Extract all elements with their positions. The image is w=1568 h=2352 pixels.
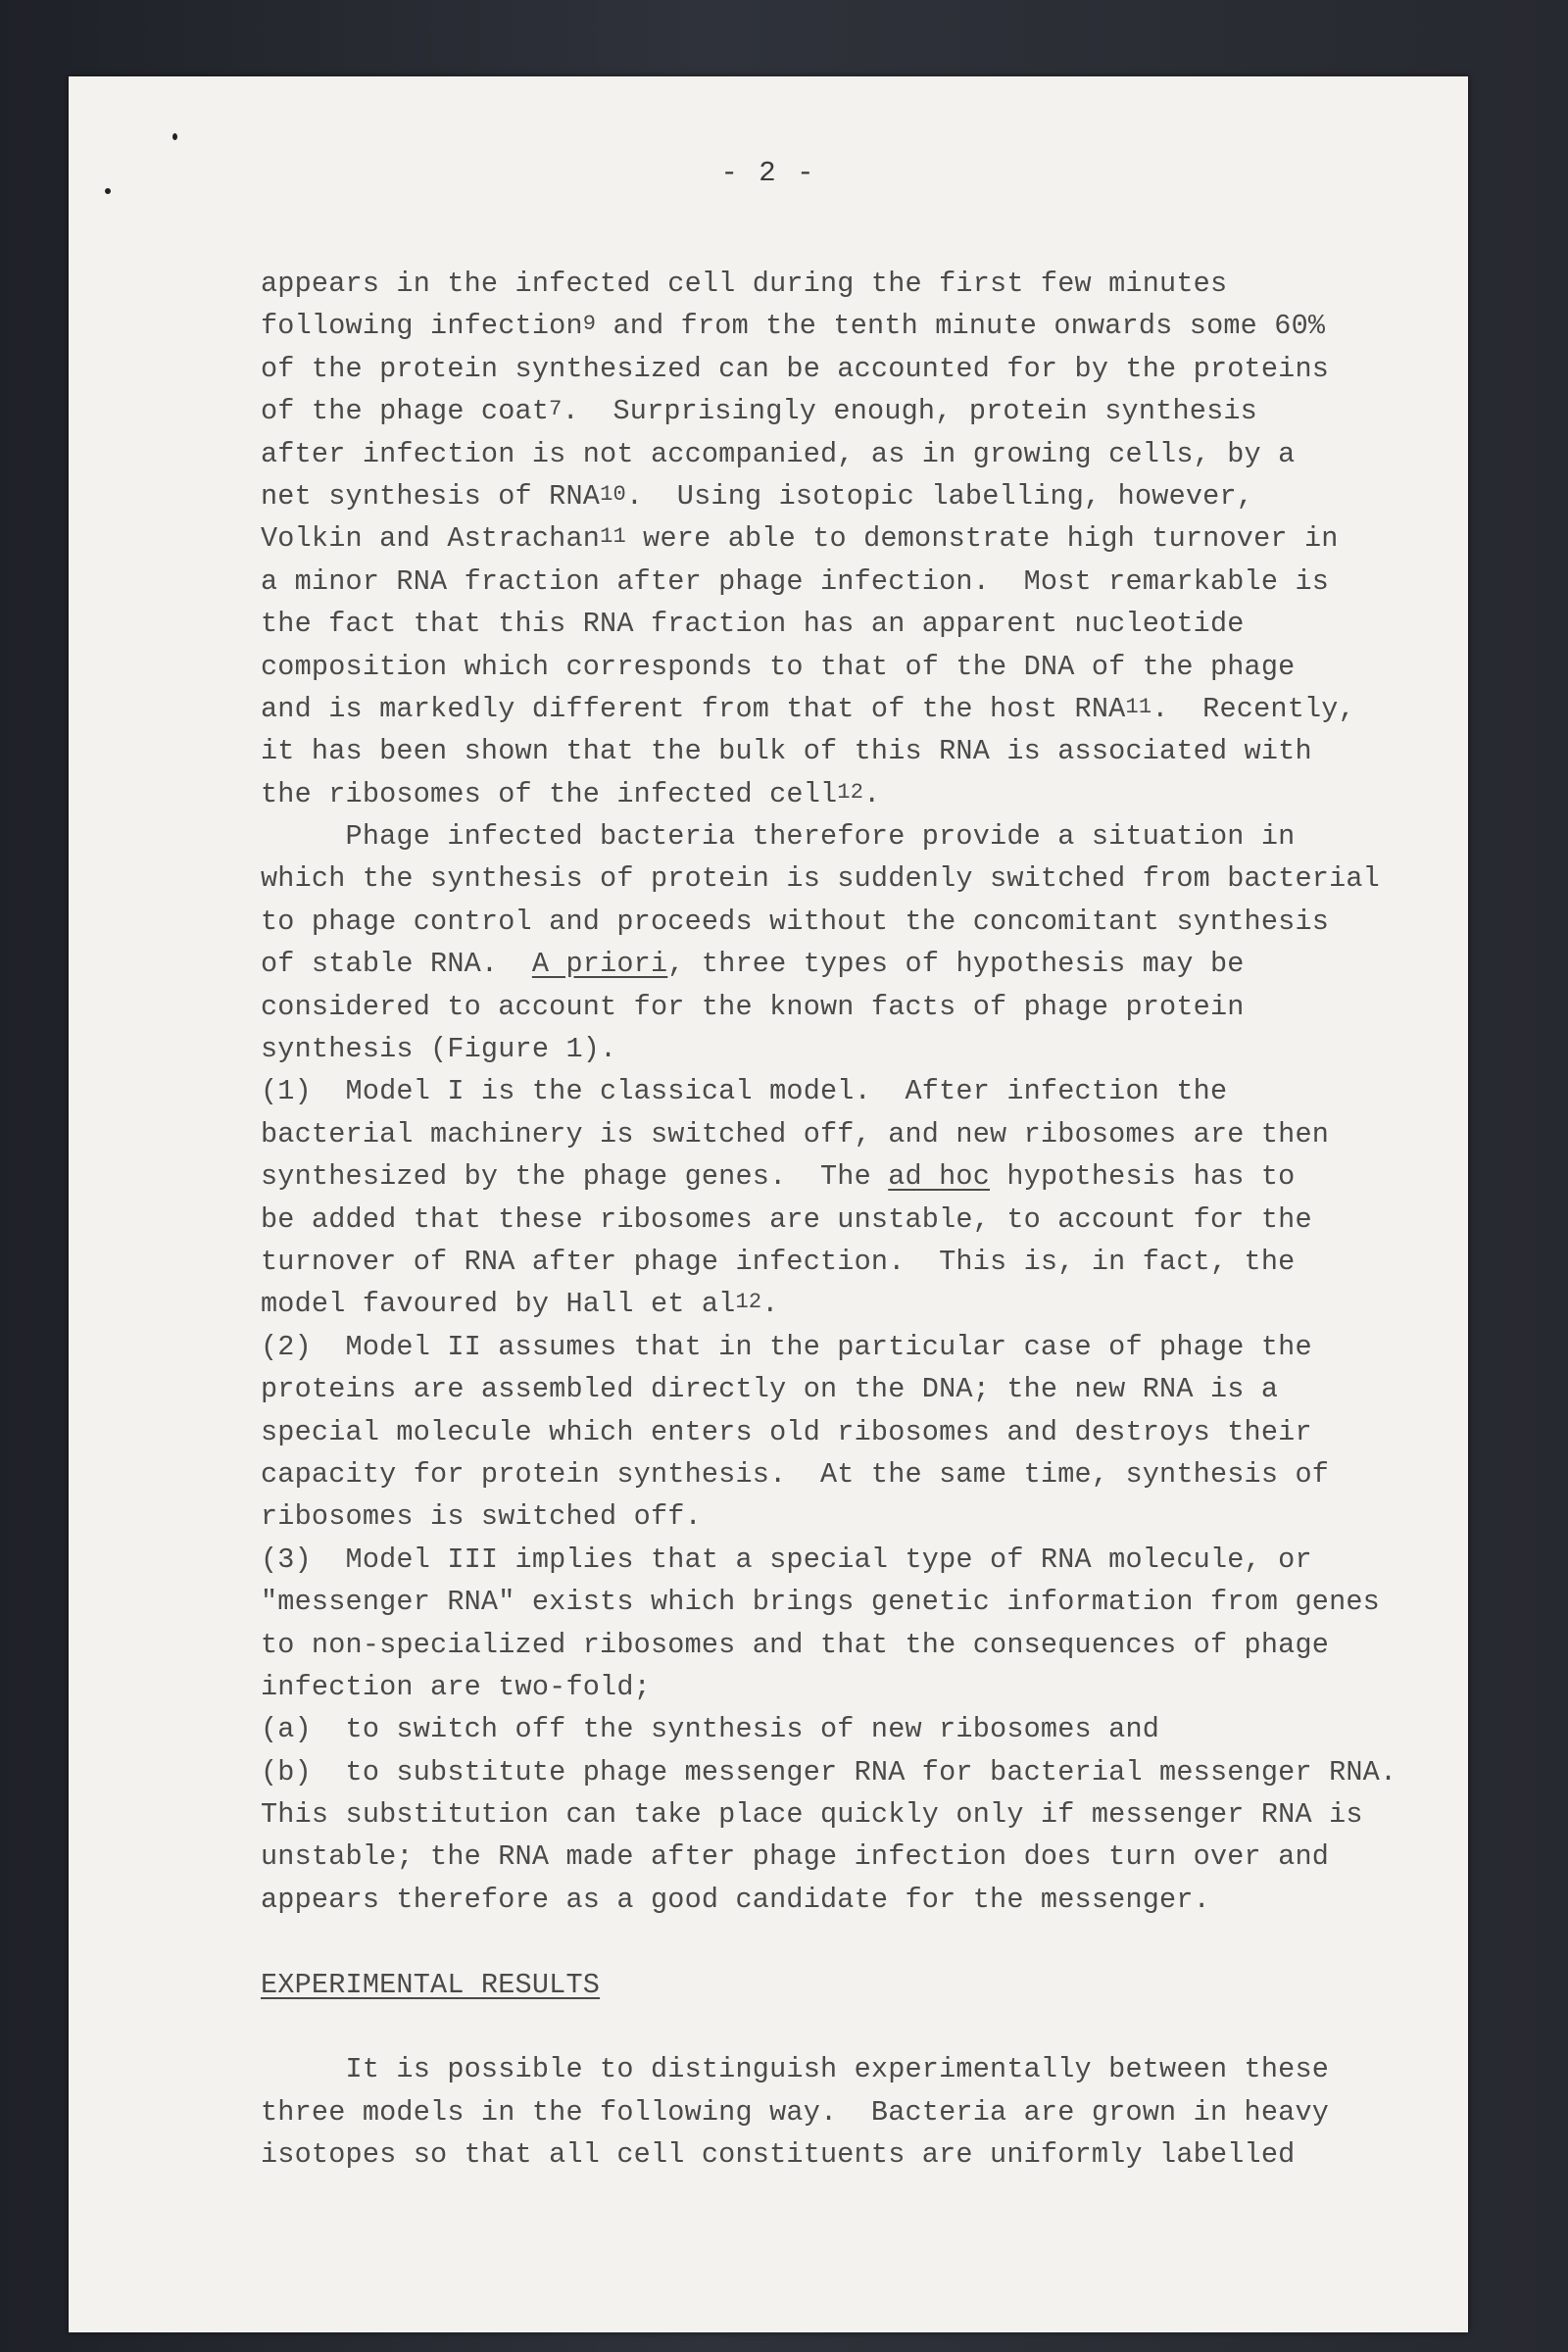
underlined-text: EXPERIMENTAL RESULTS <box>261 1968 601 2001</box>
reference-superscript: 7 <box>549 397 563 422</box>
text-run: synthesis (Figure 1). <box>261 1033 617 1066</box>
text-run: , three types of hypothesis may be <box>667 948 1245 981</box>
text-run: of the protein synthesized can be accounted for by the proteins <box>261 352 1330 385</box>
underlined-text: ad hoc <box>888 1160 991 1194</box>
text-line <box>261 901 1397 943</box>
text-run: This substitution can take place quickly only if messenger RNA is <box>261 1798 1363 1832</box>
reference-superscript: 11 <box>600 524 626 550</box>
text-run: synthesized by the phage genes. The <box>261 1160 889 1194</box>
text-run: appears therefore as a good candidate for the messenger. <box>261 1883 1210 1916</box>
text-line <box>261 815 1397 858</box>
reference-superscript: 12 <box>735 1290 762 1315</box>
text-run: Volkin and Astrachan <box>261 522 601 556</box>
text-line <box>261 348 1397 390</box>
text-line <box>261 688 1397 730</box>
ink-speck <box>105 188 111 194</box>
text-run: . <box>761 1288 779 1321</box>
text-line <box>261 1793 1397 1836</box>
page-number: - 2 - <box>720 157 816 189</box>
text-line <box>261 390 1397 432</box>
text-run: be added that these ribosomes are unstable, to account for the <box>261 1202 1312 1236</box>
text-line <box>261 1453 1397 1495</box>
text-run: model favoured by Hall et al <box>261 1288 736 1321</box>
text-line <box>261 475 1397 517</box>
text-run: special molecule which enters old ribosomes and destroys their <box>261 1415 1312 1448</box>
text-line <box>261 773 1397 815</box>
text-run: proteins are assembled directly on the DNA; the new RNA is a <box>261 1373 1279 1406</box>
text-run: capacity for protein synthesis. At the same time, synthesis of <box>261 1457 1330 1491</box>
text-line <box>261 1624 1397 1666</box>
text-run: (a) to switch off the synthesis of new ribosomes and <box>261 1713 1160 1746</box>
text-line <box>261 1326 1397 1368</box>
blank-line <box>261 1921 1397 1963</box>
text-line <box>261 1028 1397 1070</box>
text-run: a minor RNA fraction after phage infection. Most remarkable is <box>261 564 1330 598</box>
text-line <box>261 1751 1397 1793</box>
text-run: to phage control and proceeds without the concomitant synthesis <box>261 905 1330 938</box>
text-run: net synthesis of RNA <box>261 479 601 513</box>
text-line <box>261 858 1397 900</box>
text-line <box>261 1581 1397 1623</box>
text-line <box>261 305 1397 347</box>
text-line <box>261 1879 1397 1921</box>
text-line <box>261 1539 1397 1581</box>
text-line <box>261 1411 1397 1453</box>
text-run: . <box>863 777 881 810</box>
ink-speck <box>172 133 177 140</box>
text-line <box>261 263 1397 305</box>
text-run: it has been shown that the bulk of this RNA is associated with <box>261 735 1312 768</box>
underlined-text: A priori <box>531 948 668 981</box>
text-line <box>261 561 1397 603</box>
text-run: to non-specialized ribosomes and that the consequences of phage <box>261 1628 1330 1661</box>
text-line <box>261 1070 1397 1112</box>
reference-superscript: 9 <box>582 312 597 337</box>
text-line <box>261 1964 1397 2006</box>
text-line <box>261 603 1397 645</box>
text-run: and from the tenth minute onwards some 60% <box>596 310 1326 343</box>
text-run: the fact that this RNA fraction has an apparent nucleotide <box>261 608 1245 641</box>
text-run: which the synthesis of protein is suddenly switched from bacterial <box>261 862 1380 896</box>
text-run: bacterial machinery is switched off, and new ribosomes are then <box>261 1117 1330 1151</box>
text-run: infection are two-fold; <box>261 1670 651 1703</box>
text-line <box>261 1836 1397 1878</box>
text-line <box>261 943 1397 985</box>
text-line <box>261 433 1397 475</box>
text-line <box>261 1283 1397 1325</box>
text-line <box>261 1666 1397 1708</box>
reference-superscript: 10 <box>600 481 626 507</box>
text-line <box>261 517 1397 560</box>
text-line <box>261 1155 1397 1198</box>
text-run: turnover of RNA after phage infection. This is, in fact, the <box>261 1245 1296 1278</box>
text-line <box>261 1199 1397 1241</box>
body-text <box>261 263 1397 2177</box>
text-run: (3) Model III implies that a special type of RNA molecule, or <box>261 1543 1312 1576</box>
text-run: . Using isotopic labelling, however, <box>625 479 1254 513</box>
text-run: . Surprisingly enough, protein synthesis <box>562 395 1257 428</box>
text-run: considered to account for the known facts of phage protein <box>261 990 1245 1023</box>
text-line <box>261 2091 1397 2133</box>
text-line <box>261 730 1397 772</box>
text-run: were able to demonstrate high turnover in <box>625 522 1339 556</box>
text-run: after infection is not accompanied, as in growing cells, by a <box>261 437 1296 470</box>
document-page <box>69 76 1468 2332</box>
text-line <box>261 1368 1397 1410</box>
text-run: composition which corresponds to that of the DNA of the phage <box>261 650 1296 683</box>
text-run: of stable RNA. <box>261 948 532 981</box>
text-run: (2) Model II assumes that in the particular case of phage the <box>261 1330 1312 1363</box>
text-run: following infection <box>261 310 583 343</box>
text-run: appears in the infected cell during the first few minutes <box>261 268 1228 300</box>
reference-superscript: 12 <box>837 779 864 805</box>
blank-line <box>261 2006 1397 2048</box>
reference-superscript: 11 <box>1125 694 1152 719</box>
text-line <box>261 1113 1397 1155</box>
text-run: three models in the following way. Bacteria are grown in heavy <box>261 2095 1330 2129</box>
text-run: the ribosomes of the infected cell <box>261 777 838 810</box>
text-run: . Recently, <box>1152 692 1355 725</box>
text-run: It is possible to distinguish experimentally between these <box>261 2053 1330 2086</box>
text-line <box>261 646 1397 688</box>
text-line <box>261 2048 1397 2090</box>
text-run: "messenger RNA" exists which brings genetic information from genes <box>261 1586 1380 1619</box>
text-line <box>261 2133 1397 2176</box>
text-line <box>261 1495 1397 1538</box>
text-line <box>261 1708 1397 1750</box>
text-run: unstable; the RNA made after phage infection does turn over and <box>261 1840 1330 1874</box>
text-run: and is markedly different from that of the host RNA <box>261 692 1126 725</box>
text-run: Phage infected bacteria therefore provide a situation in <box>261 820 1296 854</box>
text-run: (1) Model I is the classical model. After infection the <box>261 1075 1228 1108</box>
text-run: of the phage coat <box>261 395 550 428</box>
text-line <box>261 1241 1397 1283</box>
text-line <box>261 986 1397 1028</box>
text-run: (b) to substitute phage messenger RNA for bacterial messenger RNA. <box>261 1755 1397 1788</box>
text-run: isotopes so that all cell constituents are uniformly labelled <box>261 2138 1296 2172</box>
text-run: hypothesis has to <box>990 1160 1296 1194</box>
text-run: ribosomes is switched off. <box>261 1500 702 1534</box>
